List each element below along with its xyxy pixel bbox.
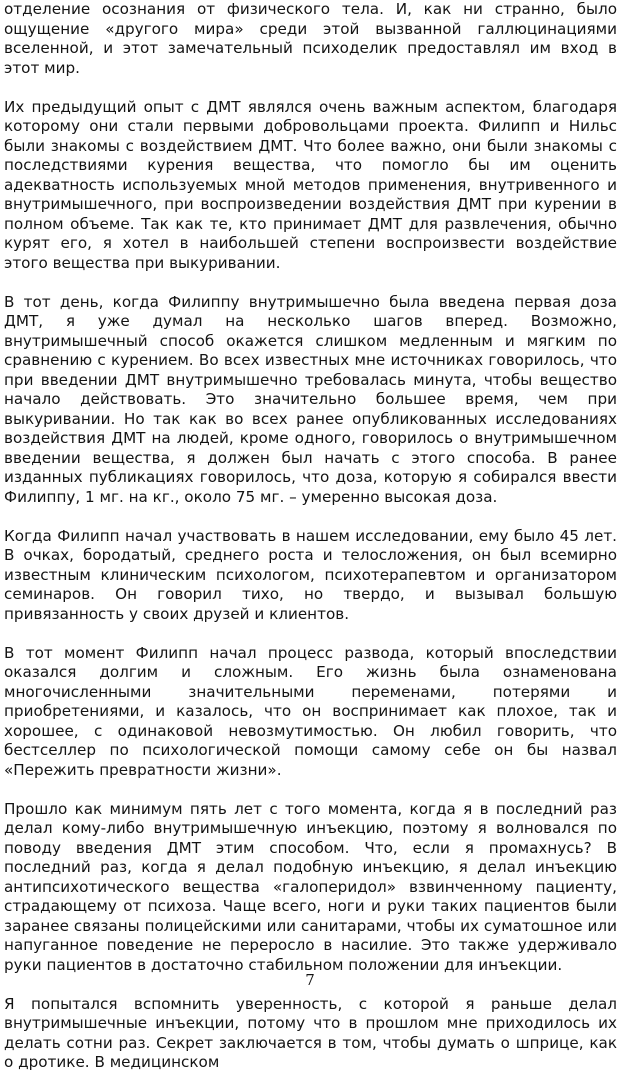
paragraph-3: В тот день, когда Филиппу внутримышечно была введена первая доза ДМТ, я уже думал на несколько шагов вперед. Возможно, внутримышечный способ окажется слишком медленным и мягким по сравнению с курением. Во всех известных мне источниках говорилось, что при введении ДМТ внутримышечно требовалась минута, чтобы вещество начало действовать. Это значительно большее время, чем при выкуривании. Но так как во всех ранее опубликованных исследованиях воздействия ДМТ на людей, кроме одного, говорилось о внутримышечном введении вещества, я должен был начать с этого способа. В ранее изданных публикациях говорилось, что доза, которую я собирался ввести Филиппу, 1 мг. на кг., около 75 мг. – умеренно высокая доза. (4, 292, 617, 506)
paragraph-2: Их предыдущий опыт с ДМТ являлся очень важным аспектом, благодаря которому они стали первыми добровольцами проекта. Филипп и Нильс были знакомы с воздействием ДМТ. Что более важно, они были знакомы с последствиями курения вещества, что помогло бы им оценить адекватность используемых мной методов применения, внутривенного и внутримышечного, при воспроизведении воздействия ДМТ при курении в полном объеме. Так как те, кто принимает ДМТ для развлечения, обычно курят его, я хотел в наибольшей степени воспроизвести воздействие этого вещества при выкуривании. (4, 97, 617, 272)
paragraph-4: Когда Филипп начал участвовать в нашем исследовании, ему было 45 лет. В очках, бородатый, среднего роста и телосложения, он был всемирно известным клиническим психологом, психотерапевтом и организатором семинаров. Он говорил тихо, но твердо, и вызывал большую привязанность у своих друзей и клиентов. (4, 526, 617, 623)
paragraph-7: Я попытался вспомнить уверенность, с которой я раньше делал внутримышечные инъекции, потому что в прошлом мне приходилось их делать сотни раз. Секрет заключается в том, чтобы думать о шприце, как о дротике. В медицинском (4, 994, 617, 1071)
paragraph-6: Прошло как минимум пять лет с того момента, когда я в последний раз делал кому-либо внутримышечную инъекцию, поэтому я волновался по поводу введения ДМТ этим способом. Что, если я промахнусь? В последний раз, когда я делал подобную инъекцию, я делал инъекцию антипсихотического вещества «галоперидол» взвинченному пациенту, страдающему от психоза. Чаще всего, ноги и руки таких пациентов были заранее связаны полицейскими или санитарами, чтобы их суматошное или напуганное поведение не переросло в насилие. Это также удерживало руки пациентов в достаточно стабильном положении для инъекции. (4, 799, 617, 974)
paragraph-5: В тот момент Филипп начал процесс развода, который впоследствии оказался долгим и сложным. Его жизнь была ознаменована многочисленными значительными переменами, потерями и приобретениями, и казалось, что он воспринимает как плохое, так и хорошее, с одинаковой невозмутимостью. Он любил говорить, что бестселлер по психологической помощи самому себе он бы назвал «Пережить превратности жизни». (4, 643, 617, 779)
page-number: 7 (305, 971, 315, 989)
paragraph-1: отделение осознания от физического тела. И, как ни странно, было ощущение «другого мира» среди этой вызванной галлюцинациями вселенной, и этот замечательный психоделик предоставлял им вход в этот мир. (4, 0, 617, 77)
body-text (4, 0, 617, 1092)
